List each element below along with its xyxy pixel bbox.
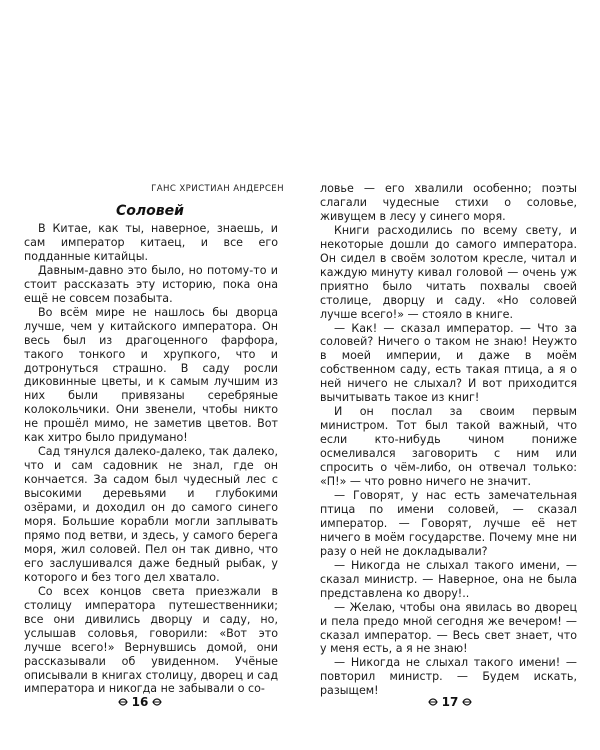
leaf-flourish-icon: [462, 697, 472, 707]
paragraph: И он послал за своим первым министром. Тот был такой важный, что если кто-нибудь чином пониже осмеливался заговорить с ним или спросить о чём-либо, он отвечал только: «П!» — что ровно ничего не значит.: [320, 405, 577, 489]
leaf-flourish-icon: [118, 697, 128, 707]
page-number-right: [410, 695, 490, 709]
paragraph: Со всех концов света приезжали в столицу императора путешественники; все они дивились дворцу и саду, но, услышав соловья, говорили: «Вот это лучше всего!» Вернувшись домой, они рассказывали об увиденном. Учёные описывали в книгах столицу, дворец и сад императора и никогда не забывали о со-: [24, 584, 278, 696]
paragraph: Давным-давно это было, но потому-то и стоит рассказать эту историю, пока она ещё не совсем позабыта.: [24, 263, 278, 305]
leaf-flourish-icon: [428, 697, 438, 707]
paragraph: — Говорят, у нас есть замечательная птица по имени соловей, — сказал император. — Говорят, лучше её нет ничего в моём государстве. Почему мне ни разу о ней не докладывали?: [320, 488, 577, 558]
paragraph: — Никогда не слыхал такого имени, — сказал министр. — Наверное, она не была представлена ко двору!..: [320, 558, 577, 600]
page-number-left: [100, 695, 180, 709]
leaf-flourish-icon: [152, 697, 162, 707]
paragraph: Сад тянулся далеко-далеко, так далеко, что и сам садовник не знал, где он кончается. За садом был чудесный лес с высокими деревьями и глубокими озёрами, и доходил он до самого синего моря. Большие корабли могли заплывать прямо под ветви, и здесь, у самого берега моря, жил соловей. Пел он так дивно, что его заслушивался даже бедный рыбак, у которого и без того дел хватало.: [24, 445, 278, 584]
paragraph: — Никогда не слыхал такого имени! — повторил министр. — Будем искать, разыщем!: [320, 656, 577, 698]
paragraph: Книги расходились по всему свету, и некоторые дошли до самого императора. Он сидел в своём золотом кресле, читал и каждую минуту кивал головой — очень уж приятно было читать похвалы своей столице, дворцу и саду. «Но соловей лучше всего!» — стояло в книге.: [320, 223, 577, 321]
paragraph: — Как! — сказал император. — Что за соловей? Ничего о таком не знаю! Неужто в моей империи, и даже в моём собственном саду, есть такая птица, а я о ней ничего не слыхал? И вот приходится вычитывать такое из книг!: [320, 321, 577, 405]
right-page: [300, 0, 600, 750]
running-head: ГАНС ХРИСТИАН АНДЕРСЕН: [151, 184, 284, 194]
paragraph: ловье — его хвалили особенно; поэты слагали чудесные стихи о соловье, живущем в лесу у синего моря.: [320, 182, 577, 223]
right-page-body: [320, 182, 577, 698]
page-number: 17: [441, 695, 459, 709]
page-number: 16: [131, 695, 149, 709]
paragraph: Во всём мире не нашлось бы дворца лучше, чем у китайского императора. Он весь был из драгоценного фарфора, такого тонкого и хрупкого, что и дотронуться страшно. В саду росли диковинные цветы, и к самым лучшим из них были привязаны серебряные колокольчики. Они звенели, чтобы никто не прошёл мимо, не заметив цветов. Вот как хитро было придумано!: [24, 305, 278, 445]
paragraph: В Китае, как ты, наверное, знаешь, и сам император китаец, и все его подданные китайцы.: [24, 222, 278, 263]
paragraph: — Желаю, чтобы она явилась во дворец и пела предо мной сегодня же вечером! — сказал император. — Весь свет знает, что у меня есть, а я не знаю!: [320, 600, 577, 656]
left-page-body: [24, 222, 278, 696]
chapter-title: Соловей: [116, 203, 184, 219]
